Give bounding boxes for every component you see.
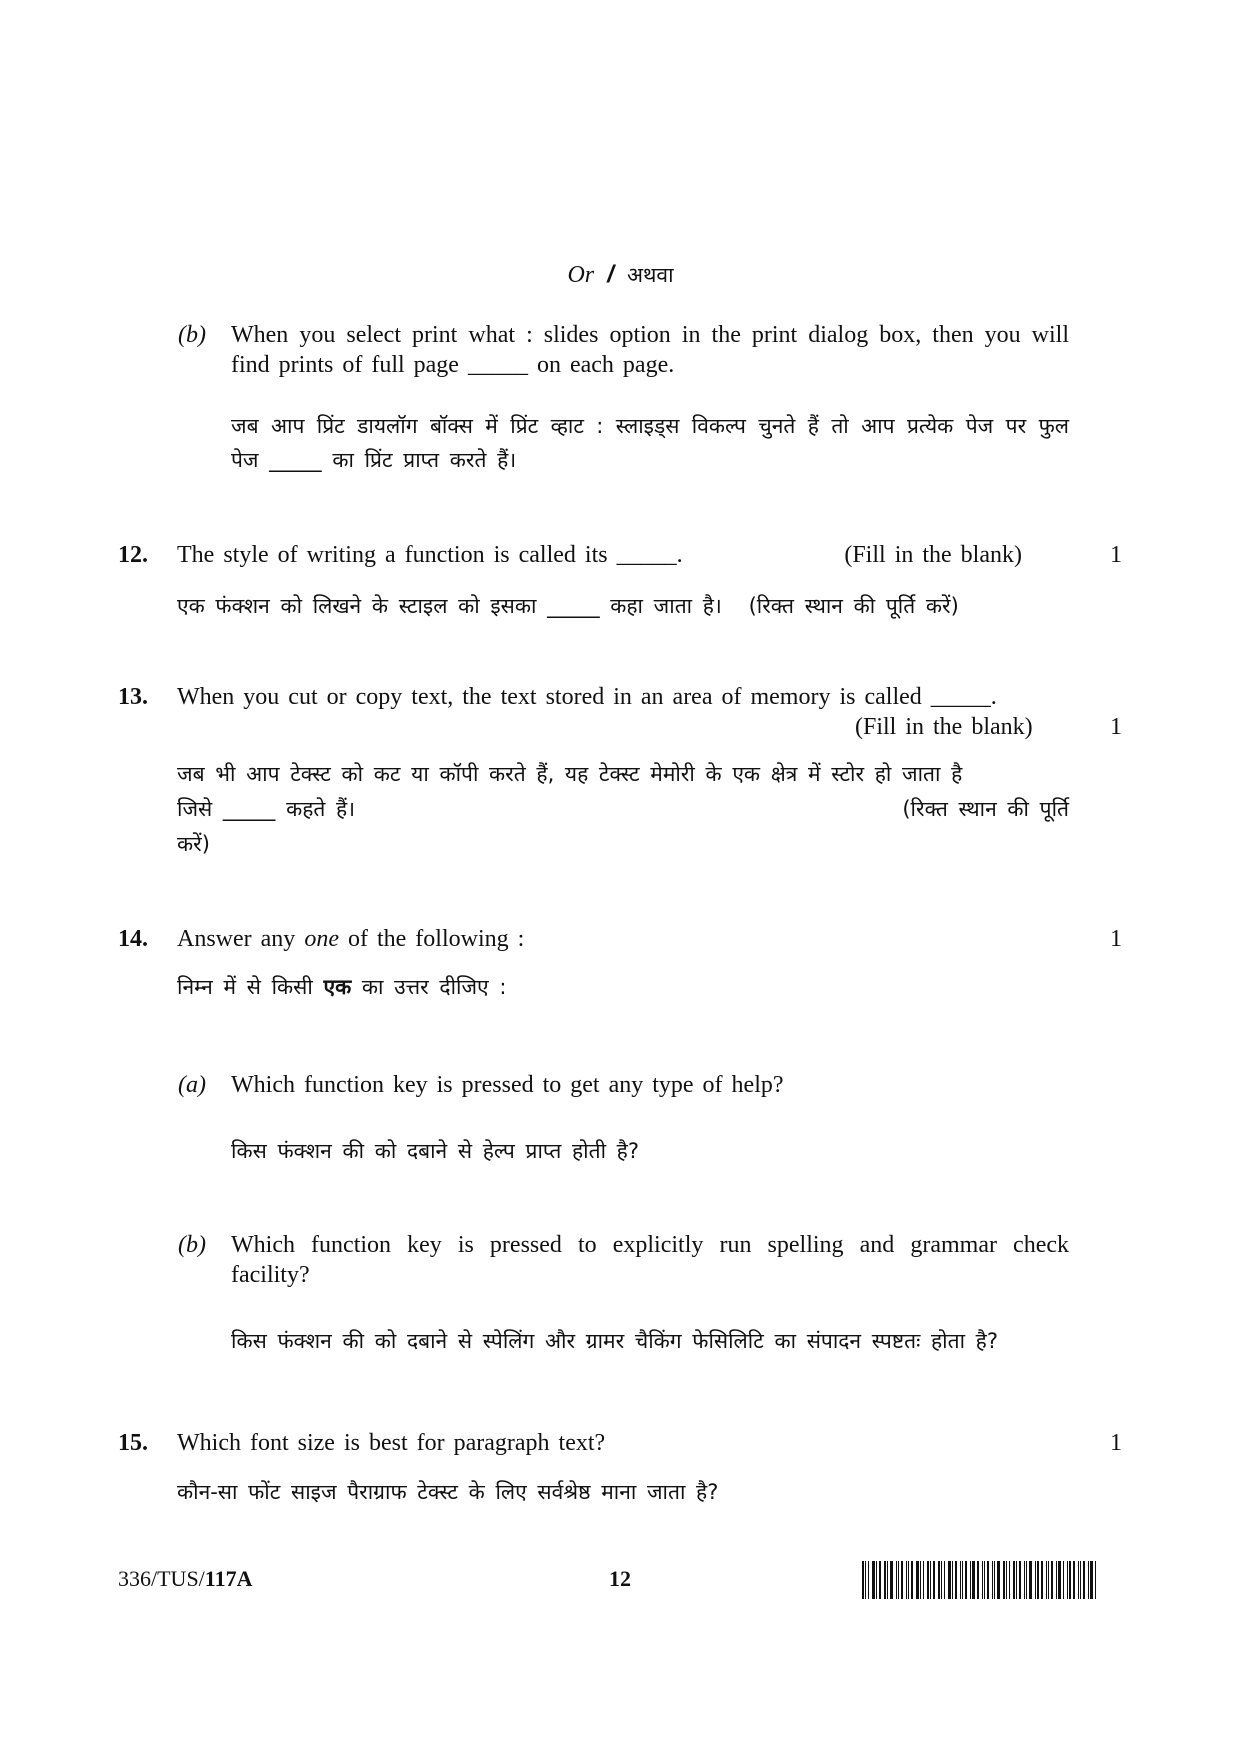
q14-english [177,924,524,954]
barcode-bar [1073,1561,1075,1599]
q12-english-hint: (Fill in the blank) [844,542,1022,568]
barcode-bar [1037,1561,1039,1599]
q14b-label: (b) [178,1232,206,1258]
barcode-bar [977,1561,979,1599]
barcode-icon [862,1561,1120,1599]
barcode-bar [952,1561,953,1599]
barcode-bar [984,1561,985,1599]
q12-hindi-line [177,589,1057,623]
q11b-hindi: जब आप प्रिंट डायलॉग बॉक्स में प्रिंट व्हाट : स्लाइड्स विकल्प चुनते हैं तो आप प्रत्येक पेज पर फुल पेज _____ का प्रिंट प्राप्त करते हैं। [231,414,1069,472]
barcode-bar [923,1561,924,1599]
barcode-bar [987,1561,989,1599]
barcode-bar [1067,1561,1068,1599]
barcode-bar [970,1561,971,1599]
barcode-bar [1035,1561,1036,1599]
paper-code-bold: 117A [204,1566,253,1591]
barcode-bar [1063,1561,1064,1599]
q13-number: 13. [118,684,148,710]
q13-marks: 1 [1110,714,1122,740]
q14-english-pre: Answer any [177,926,305,952]
q14a-label: (a) [178,1072,206,1098]
q13-hindi-hint-cont: करें) [177,832,210,856]
barcode-bar [872,1561,875,1599]
barcode-bar [994,1561,995,1599]
or-slash: / [607,261,614,288]
barcode-bar [920,1561,921,1599]
barcode-bar [1013,1561,1015,1599]
barcode-bar [901,1561,903,1599]
q12-english: The style of writing a function is called its _____. [177,542,683,568]
barcode-bar [930,1561,931,1599]
barcode-bar [1069,1561,1071,1599]
q13-hindi-line1: जब भी आप टेक्स्ट को कट या कॉपी करते हैं, यह टेक्स्ट मेमोरी के एक क्षेत्र में स्टोर हो जाता है [177,762,963,786]
barcode-bar [1029,1561,1032,1599]
q14-english-post: of the following : [338,926,525,952]
barcode-bar [960,1561,961,1599]
barcode-bar [1026,1561,1027,1599]
barcode-bar [1056,1561,1057,1599]
paper-code [118,1566,252,1592]
barcode-bar [1041,1561,1043,1599]
barcode-bar [911,1561,913,1599]
barcode-bar [1095,1561,1096,1599]
barcode-bar [1046,1561,1047,1599]
barcode-bar [965,1561,967,1599]
barcode-bar [1051,1561,1053,1599]
barcode-bar [1078,1561,1079,1599]
barcode-bar [862,1561,864,1599]
q14a-english: Which function key is pressed to get any type of help? [231,1072,784,1098]
barcode-bar [944,1561,945,1599]
barcode-bar [1009,1561,1010,1599]
barcode-bar [938,1561,940,1599]
q15-hindi: कौन-सा फोंट साइज पैराग्राफ टेक्स्ट के लिए सर्वश्रेष्ठ माना जाता है? [177,1480,719,1504]
barcode-bar [916,1561,919,1599]
or-english: Or [567,262,595,288]
barcode-bar [1024,1561,1025,1599]
barcode-bar [1090,1561,1093,1599]
barcode-bar [898,1561,899,1599]
barcode-bar [997,1561,1000,1599]
barcode-bar [887,1561,888,1599]
barcode-bar [1006,1561,1007,1599]
q15-number: 15. [118,1430,148,1456]
barcode-bar [1019,1561,1021,1599]
barcode-bar [962,1561,963,1599]
barcode-bar [896,1561,897,1599]
barcode-bar [982,1561,983,1599]
barcode-bar [955,1561,957,1599]
barcode-bar [1058,1561,1061,1599]
q11b-label: (b) [178,322,206,348]
q13-hindi-line2: जिसे _____ कहते हैं। [177,797,356,821]
q14-hindi-bold: एक [323,975,352,999]
or-hindi: अथवा [626,263,674,287]
paper-code-prefix: 336/TUS/ [118,1566,205,1591]
q12-number: 12. [118,542,148,568]
q13-english: When you cut or copy text, the text stored in an area of memory is called _____. [177,684,997,710]
barcode-bar [884,1561,886,1599]
q14-english-emphasis: one [304,926,339,952]
barcode-bar [941,1561,942,1599]
barcode-bar [1003,1561,1005,1599]
q12-hindi: एक फंक्शन को लिखने के स्टाइल को इसका _____ कहा जाता है। [177,594,722,618]
q14-hindi-pre: निम्न में से किसी [177,975,324,999]
barcode-bar [992,1561,993,1599]
barcode-bar [865,1561,866,1599]
q15-english: Which font size is best for paragraph text? [177,1430,606,1456]
barcode-bar [876,1561,877,1599]
barcode-bar [927,1561,929,1599]
q13-english-hint: (Fill in the blank) [855,714,1033,740]
q15-marks: 1 [1110,1430,1122,1456]
or-separator [0,258,1241,292]
barcode-bar [906,1561,907,1599]
q14-hindi-post: का उत्तर दीजिए : [351,975,507,999]
barcode-bar [1080,1561,1081,1599]
barcode-bar [908,1561,909,1599]
barcode-bar [890,1561,893,1599]
page-number: 12 [609,1566,631,1591]
q14-hindi [177,970,506,1004]
q13-hindi-hint: (रिक्त स्थान की पूर्ति [902,797,1069,821]
barcode-bar [868,1561,869,1599]
q14b-hindi: किस फंक्शन की को दबाने से स्पेलिंग और ग्रामर चैकिंग फेसिलिटि का संपादन स्पष्टतः होता है? [231,1329,998,1353]
q14-number: 14. [118,926,148,952]
q12-english-line [177,540,1022,570]
barcode-bar [948,1561,951,1599]
barcode-bar [1048,1561,1049,1599]
q11b-english: When you select print what : slides option in the print dialog box, then you will find prints of full page _____ on each page. [231,322,1069,378]
barcode-bar [933,1561,935,1599]
barcode-bar [1016,1561,1017,1599]
barcode-bar [972,1561,975,1599]
barcode-bar [1083,1561,1085,1599]
q12-hindi-hint: (रिक्त स्थान की पूर्ति करें) [748,594,959,618]
q14-marks: 1 [1110,926,1122,952]
q14b-english: Which function key is pressed to explicitly run spelling and grammar check facility? [231,1232,1069,1288]
q12-marks: 1 [1110,542,1122,568]
q14a-hindi: किस फंक्शन की को दबाने से हेल्प प्राप्त होती है? [231,1139,639,1163]
barcode-bar [1088,1561,1089,1599]
barcode-bar [879,1561,881,1599]
